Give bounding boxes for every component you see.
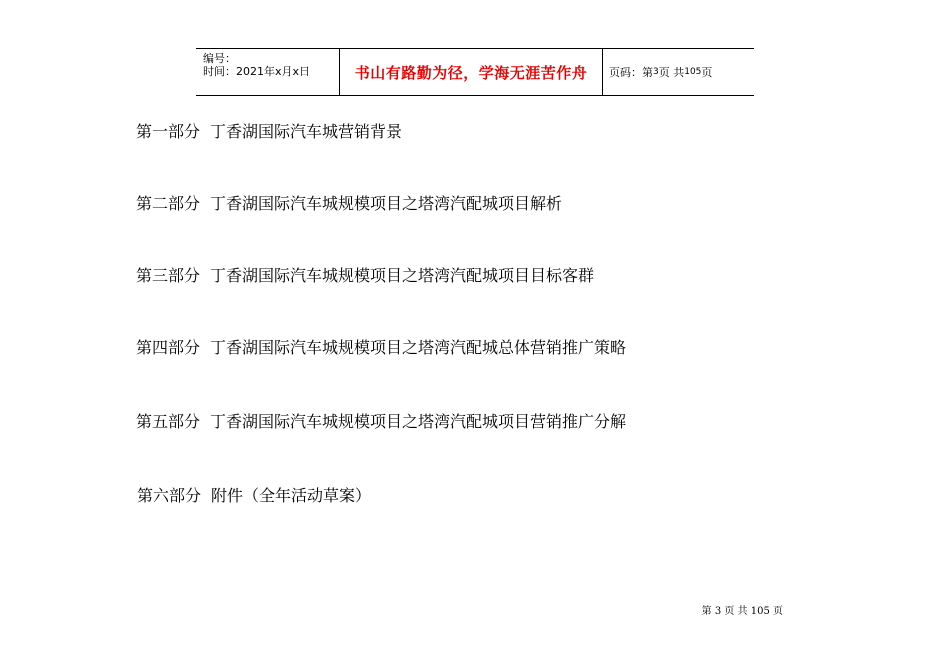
toc-part-label: 第五部分 — [136, 412, 201, 431]
header-page-code — [603, 49, 754, 95]
toc-item-6 — [137, 486, 371, 506]
toc-part-label: 第一部分 — [136, 122, 201, 141]
toc-item-4 — [136, 338, 626, 358]
toc-title: 丁香湖国际汽车城规模项目之塔湾汽配城项目目标客群 — [210, 266, 595, 285]
toc-title: 丁香湖国际汽车城规模项目之塔湾汽配城总体营销推广策略 — [210, 338, 627, 357]
page-code-current: 3 — [653, 67, 659, 77]
toc-part-label: 第四部分 — [136, 338, 201, 357]
header-meta-cell — [196, 49, 340, 95]
page-code-total: 105 — [684, 67, 702, 77]
document-header — [196, 48, 754, 96]
time-label: 时间：2021年x月x日 — [203, 65, 311, 78]
toc-part-label: 第二部分 — [136, 194, 201, 213]
toc-item-5 — [136, 412, 626, 432]
header-motto: 书山有路勤为径，学海无涯苦作舟 — [340, 49, 603, 95]
toc-item-2 — [136, 194, 562, 214]
toc-item-3 — [136, 266, 594, 286]
toc-part-label: 第三部分 — [136, 266, 201, 285]
page-footer: 第 3 页 共 105 页 — [701, 606, 783, 617]
page-code-prefix: 页码：第 — [609, 66, 653, 79]
serial-number-label: 编号： — [203, 52, 236, 65]
toc-title: 附件（全年活动草案） — [211, 486, 372, 505]
toc-item-1 — [136, 122, 402, 142]
toc-part-label: 第六部分 — [137, 486, 202, 505]
page-code-middle: 页 共 — [658, 66, 685, 79]
page-code-suffix: 页 — [701, 66, 713, 79]
toc-title: 丁香湖国际汽车城营销背景 — [210, 122, 403, 141]
toc-title: 丁香湖国际汽车城规模项目之塔湾汽配城项目解析 — [210, 194, 563, 213]
toc-title: 丁香湖国际汽车城规模项目之塔湾汽配城项目营销推广分解 — [210, 412, 627, 431]
